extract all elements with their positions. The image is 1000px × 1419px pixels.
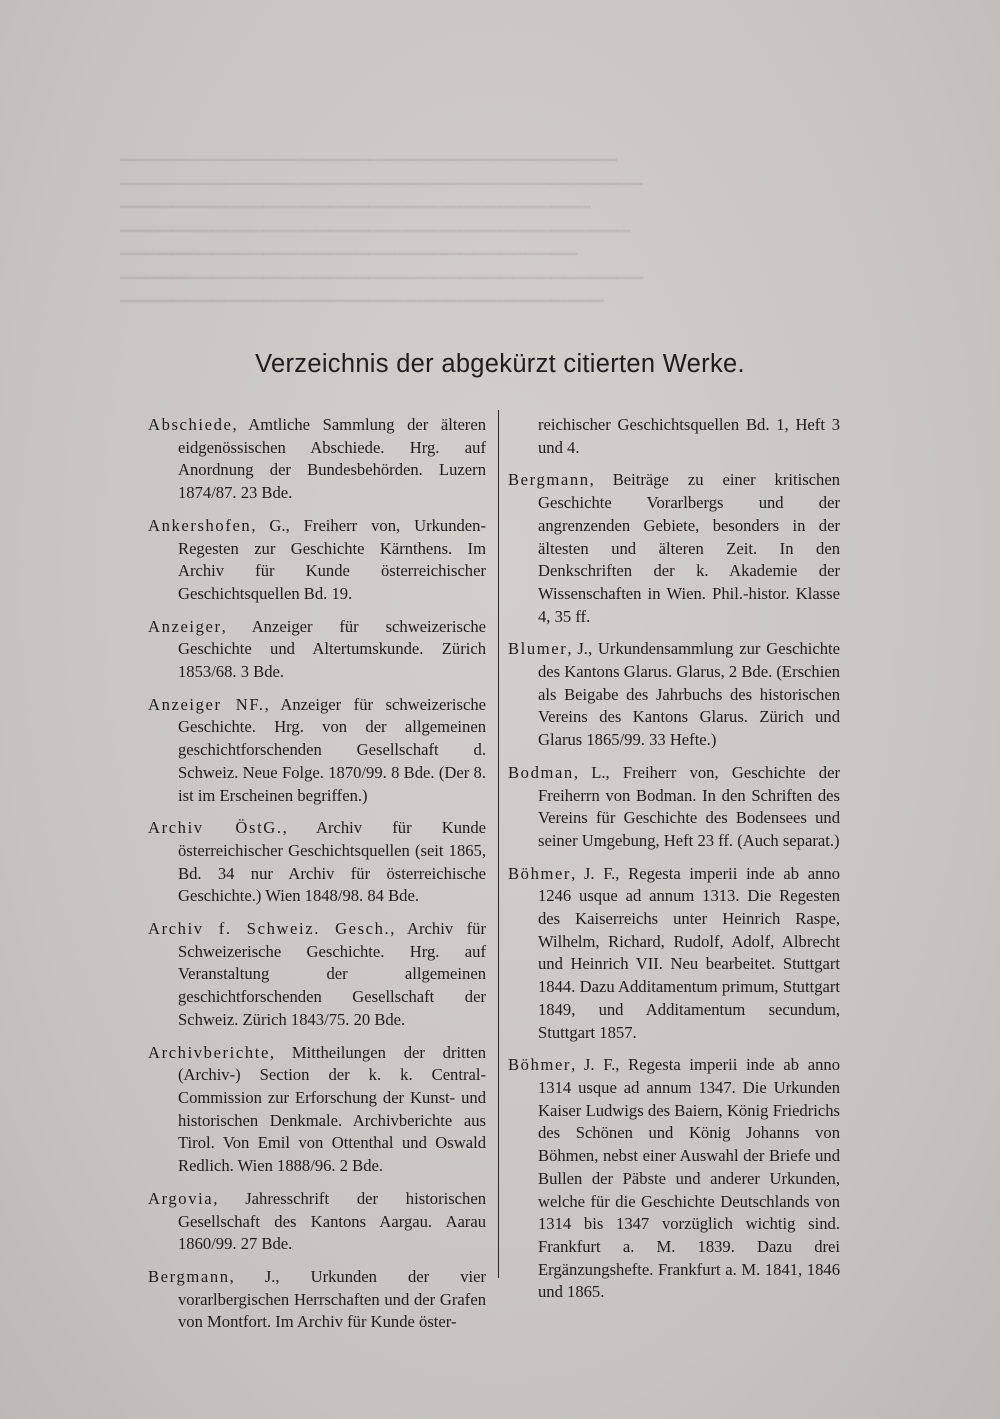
entry-text: , Amtliche Sammlung der älteren eidgenössischen Abschiede. Hrg. auf Anordnung der Bundesbehörden. Luzern 1874/87. 23 Bde. — [178, 415, 486, 503]
entry-key: Bergmann — [148, 1266, 230, 1286]
entry-key: Bergmann — [508, 470, 590, 490]
right-column — [508, 414, 840, 1314]
entry-text: , Beiträge zu einer kritischen Geschichte Vorarlbergs und der angrenzenden Gebiete, besonders in der ältesten und älteren Zeit. In den Denkschriften der k. Akademie der Wissenschaften in Wien. Phil.-histor. Klasse 4, 35 ff. — [538, 470, 840, 626]
bibliography-entry — [508, 762, 840, 853]
entry-text: , G., Freiherr von, Urkunden-Regesten zur Geschichte Kärnthens. Im Archiv für Kunde österreichischer Geschichtsquellen Bd. 19. — [178, 515, 486, 603]
entry-key: Abschiede — [148, 415, 233, 434]
entry-text: , Archiv für Kunde österreichischer Geschichtsquellen (seit 1865, Bd. 34 nur Archiv für österreichische Geschichte.) Wien 1848/98. 84 Bde. — [178, 818, 486, 906]
entry-key: Ankershofen — [148, 515, 252, 535]
page-title: Verzeichnis der abgekürzt citierten Werke. — [255, 350, 745, 378]
bibliography-entry — [148, 918, 486, 1032]
bibliography-entry — [148, 515, 486, 606]
bleed-through-texture: ▁▁▁▁▁▁▁▁▁▁▁▁▁▁▁▁▁▁▁▁▁▁▁▁▁▁▁▁▁▁▁▁▁▁▁▁▁▁ ▁▁▁▁▁▁▁▁▁▁▁▁▁▁▁▁▁▁▁▁▁▁▁▁▁▁▁▁▁▁▁▁▁▁▁▁▁▁▁▁ ▁▁▁▁▁▁▁▁▁▁▁▁▁▁▁▁▁▁▁▁▁▁▁▁▁▁▁▁▁▁▁▁▁▁▁▁ ▁▁▁▁▁▁▁▁▁▁▁▁▁▁▁▁▁▁▁▁▁▁▁▁▁▁▁▁▁▁▁▁▁▁▁▁▁▁▁ ▁▁▁▁▁▁▁▁▁▁▁▁▁▁▁▁▁▁▁▁▁▁▁▁▁▁▁▁▁▁▁▁▁▁▁ ▁▁▁▁▁▁▁▁▁▁▁▁▁▁▁▁▁▁▁▁▁▁▁▁▁▁▁▁▁▁▁▁▁▁▁▁▁▁▁▁ ▁▁▁▁▁▁▁▁▁▁▁▁▁▁▁▁▁▁▁▁▁▁▁▁▁▁▁▁▁▁▁▁▁▁▁▁▁ — [120, 142, 643, 302]
entry-text: , Anzeiger für schweizerische Geschichte. Hrg. von der allgemeinen geschichtforschenden Gesellschaft d. Schweiz. Neue Folge. 1870/99. 8 Bde. (Der 8. ist im Erscheinen begriffen.) — [178, 694, 486, 805]
bibliography-entry — [508, 1054, 840, 1304]
bibliography-entry — [148, 1042, 486, 1178]
entry-key: Archiv f. Schweiz. Gesch. — [148, 919, 391, 939]
bibliography-entry — [508, 863, 840, 1045]
entry-key: Blumer — [508, 639, 568, 659]
entry-text: , Archiv für Schweizerische Geschichte. Hrg. auf Veranstaltung der allgemeinen geschichtforschenden Gesellschaft der Schweiz. Zürich 1843/75. 20 Bde. — [178, 919, 486, 1029]
entry-text: reichischer Geschichtsquellen Bd. 1, Heft 3 und 4. — [538, 415, 840, 457]
bibliography-entry — [148, 414, 486, 505]
entry-key: Böhmer — [508, 1055, 572, 1075]
entry-text: , J. F., Regesta imperii inde ab anno 1314 usque ad annum 1347. Die Urkunden Kaiser Ludwigs des Baiern, König Friedrichs des Schönen und König Johanns von Böhmen, nebst einer Auswahl der Briefe und Bullen der Päbste und anderer Urkunden, welche für die Geschichte Deutschlands von 1314 bis 1347 vorzüglich wichtig sind. Frankfurt a. M. 1839. Dazu drei Ergänzungshefte. Frankfurt a. M. 1841, 1846 und 1865. — [538, 1055, 840, 1302]
left-column — [148, 414, 486, 1344]
entry-text: , Mittheilungen der dritten (Archiv-) Section der k. k. Central-Commission zur Erforschung der Kunst- und historischen Denkmale. Archivberichte aus Tirol. Von Emil von Ottenthal und Oswald Redlich. Wien 1888/96. 2 Bde. — [178, 1042, 486, 1176]
bibliography-entry — [508, 638, 840, 752]
bibliography-entry-continuation — [508, 414, 840, 459]
entry-key: Argovia — [148, 1188, 214, 1208]
bibliography-entry — [148, 817, 486, 908]
entry-key: Bodman — [508, 762, 574, 782]
bibliography-entry — [148, 694, 486, 808]
entry-text: , Anzeiger für schweizerische Geschichte und Altertumskunde. Zürich 1853/68. 3 Bde. — [178, 616, 486, 682]
bibliography-entry — [508, 469, 840, 628]
entry-key: Anzeiger — [148, 616, 222, 636]
entry-text: , Jahresschrift der historischen Gesellschaft des Kantons Aargau. Aarau 1860/99. 27 Bde. — [178, 1188, 486, 1254]
entry-text: , L., Freiherr von, Geschichte der Freiherrn von Bodman. In den Schriften des Vereins für Geschichte des Bodensees und seiner Umgebung, Heft 23 ff. (Auch separat.) — [538, 762, 840, 850]
entry-key: Böhmer — [508, 863, 572, 883]
column-divider — [498, 410, 499, 1278]
entry-key: Anzeiger NF. — [148, 694, 265, 714]
entry-key: Archivberichte — [148, 1042, 270, 1062]
bibliography-entry — [148, 1188, 486, 1256]
entry-text: , J., Urkunden der vier vorarlbergischen Herrschaften und der Grafen von Montfort. Im Archiv für Kunde öster- — [178, 1266, 486, 1332]
bibliography-entry — [148, 616, 486, 684]
entry-key: Archiv ÖstG. — [148, 818, 283, 838]
entry-text: , J. F., Regesta imperii inde ab anno 1246 usque ad annum 1313. Die Regesten des Kaiserreichs unter Heinrich Raspe, Wilhelm, Richard, Rudolf, Adolf, Albrecht und Heinrich VII. Neu bearbeitet. Stuttgart 1844. Dazu Additamentum primum, Stuttgart 1849, und Additamentum secundum, Stuttgart 1857. — [538, 863, 840, 1042]
entry-text: , J., Urkundensammlung zur Geschichte des Kantons Glarus. Glarus, 2 Bde. (Erschien als Beigabe des Jahrbuchs des historischen Vereins des Kantons Glarus. Zürich und Glarus 1865/99. 33 Hefte.) — [538, 639, 840, 750]
bibliography-entry — [148, 1266, 486, 1334]
